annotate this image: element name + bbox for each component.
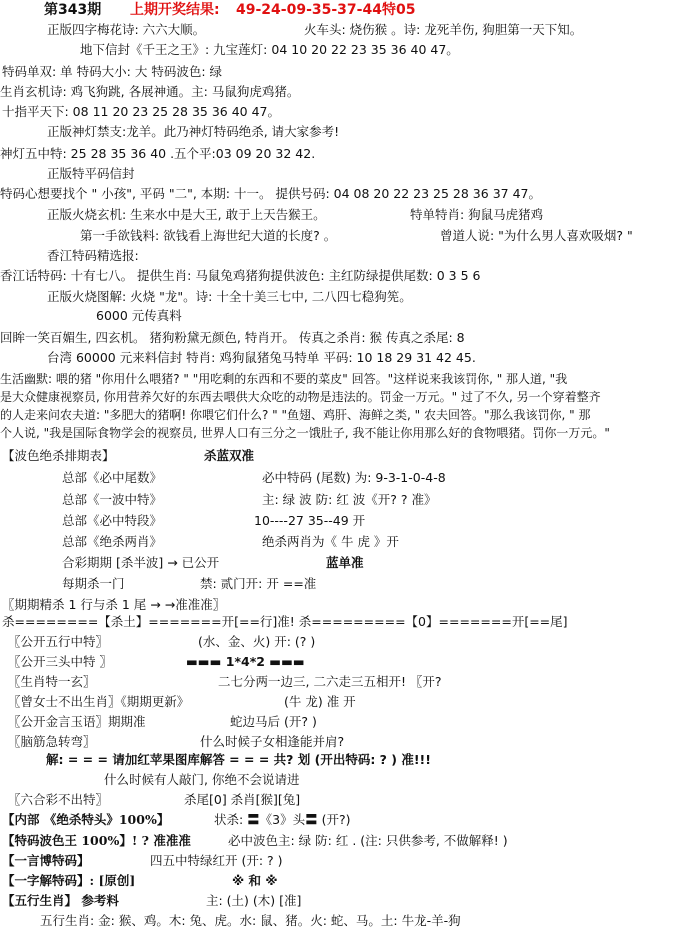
story-line-1: 生活幽默: 喂的猪 "你用什么喂猪? " "用吃剩的东西和不要的菜皮" 回答。"这样说来我该罚你, " 那人道, "我 — [0, 372, 568, 386]
divine-lamp-five-line: 神灯五中特: 25 28 35 36 40 .五个平:03 09 20 32 42. — [0, 146, 316, 161]
rule-label: 〖脑筋急转弯〗 — [8, 734, 96, 749]
rule-value: 状杀: 〓《3》头〓 (开?) — [214, 812, 351, 827]
issue-number: 第343期 — [44, 2, 102, 18]
rule-value: (水、金、火) 开: (? ) — [198, 634, 316, 649]
rule-line: 〖期期精杀 1 行与杀 1 尾 → →准准准〗 — [2, 597, 226, 612]
rule-value: 二七分两一边三, 二六走三五相开! 〖开? — [218, 674, 442, 689]
fax-title: 6000 元传真料 — [96, 308, 182, 323]
wave-table-note: 杀蓝双准 — [204, 448, 255, 463]
odd-even-size-wave-line: 特码单双: 单 特码大小: 大 特码波色: 绿 — [2, 64, 223, 79]
rule-value: 蛇边马后 (开? ) — [230, 714, 317, 729]
glance-back-line: 回眸一笑百媚生, 四玄机。 猪狗粉黛无颜色, 特肖开。 传真之杀肖: 猴 传真之杀尾: 8 — [0, 330, 465, 345]
rule-label: 〖六合彩不出特〗 — [8, 792, 109, 807]
rule-value: (牛 龙) 准 开 — [284, 694, 356, 709]
taiwan-line: 台湾 60000 元来料信封 特肖: 鸡狗鼠猪兔马特单 平码: 10 18 29 31 42 45. — [47, 350, 476, 365]
taoist-says-line: 曾道人说: "为什么男人喜欢吸烟? " — [440, 228, 633, 243]
rule-label: 【一字解特码】: [原创] — [2, 873, 136, 888]
fire-diagram-line: 正版火烧图解: 火烧 "龙"。诗: 十全十美三七中, 二八四七稳狗筅。 — [47, 289, 412, 304]
divine-lamp-ban-line: 正版神灯禁支:龙羊。此乃神灯特码绝杀, 请大家参考! — [47, 124, 340, 139]
xiangjiang-title: 香江特码精选报: — [47, 248, 139, 263]
plum-poem-line: 正版四字梅花诗: 六六大顺。 — [47, 22, 206, 37]
rule-value: 什么时候子女相逢能并肩? — [200, 734, 345, 749]
first-hand-line: 第一手欲钱料: 欲钱看上海世纪大道的长度? 。 — [80, 228, 337, 243]
story-line-3: 的人走来问农夫道: "多肥大的猪啊! 你喂它们什么? " "鱼翅、鸡肝、海鲜之类, " 农夫回答。"那么我该罚你, " 那 — [0, 408, 591, 422]
wave-row-label: 总部《必中尾数》 — [62, 470, 163, 485]
wave-row-label: 总部《一波中特》 — [62, 492, 163, 507]
rule-label: 〖生肖特一玄〗 — [8, 674, 96, 689]
riddle-line: 什么时候有人敲门, 你绝不会说请进 — [104, 772, 300, 787]
xiangjiang-line: 香江话特码: 十有七八。 提供生肖: 马鼠兔鸡猪狗提供波色: 主红防绿提供尾数: 0 3 5 6 — [0, 268, 481, 283]
story-line-2: 是大众健康视察员, 你用营养欠好的东西去喂供大众吃的动物是违法的。罚金一万元。" 过了不久, 另一个穿着整齐 — [0, 390, 601, 404]
rule-value: 必中波色主: 绿 防: 红 . (注: 只供参考, 不做解释! ) — [228, 833, 508, 848]
wave-row-label: 总部《必中特段》 — [62, 513, 163, 528]
special-envelope-title: 正版特平码信封 — [47, 166, 135, 181]
rule-label: 〖曾女士不出生肖〗《期期更新》 — [8, 694, 190, 709]
five-elements-line: 五行生肖: 金: 猴、鸡。木: 兔、虎。水: 鼠、猪。火: 蛇、马。土: 牛龙-羊-狗 — [40, 913, 461, 928]
zodiac-poem-line: 生肖玄机诗: 鸡飞狗跳, 各展神通。主: 马鼠狗虎鸡猪。 — [0, 84, 300, 99]
wave-row-value: 10----27 35--49 开 — [254, 513, 366, 528]
rule-label: 【五行生肖】 参考料 — [2, 893, 119, 908]
rule-value: 四五中特绿红开 (开: ? ) — [150, 853, 283, 868]
wave-row-value: 必中特码 (尾数) 为: 9-3-1-0-4-8 — [262, 470, 446, 485]
result-label: 上期开奖结果: — [130, 2, 220, 18]
three-heads-value: ▬▬▬ 1*4*2 ▬▬▬ — [186, 654, 305, 669]
rule-label: 〖公开五行中特〗 — [8, 634, 109, 649]
rule-label: 【内部 《绝杀特头》100%】 — [2, 812, 170, 827]
wave-row-label: 总部《绝杀两肖》 — [62, 534, 163, 549]
rule-value: 杀尾[0] 杀肖[猴][兔] — [184, 792, 301, 807]
child-riddle-line: 特码心想要找个 " 小孩", 平码 "二", 本期: 十一。 提供号码: 04 08 20 22 23 25 28 36 37 47。 — [0, 186, 541, 201]
wave-row-value: 主: 绿 波 防: 红 波《开? ? 准》 — [262, 492, 437, 507]
underground-envelope-line: 地下信封《千王之王》: 九宝莲灯: 04 10 20 22 23 35 36 40 47。 — [80, 42, 459, 57]
story-line-4: 个人说, "我是国际食物学会的视察员, 世界人口有三分之一饿肚子, 我不能让你用那么好的食物喂猪。罚你一万元。" — [0, 426, 610, 440]
wave-row-value: 蓝单准 — [326, 555, 364, 570]
result-numbers: 49-24-09-35-37-44特05 — [236, 2, 416, 18]
rule-label: 【一言博特码】 — [2, 853, 90, 868]
rule-label: 〖公开金言玉语〗期期准 — [8, 714, 146, 729]
riddle-answer-line: 解: = = = 请加红苹果图库解答 = = = 共? 划 (开出特码: ? ) 准!!! — [46, 752, 431, 767]
rule-label: 〖公开三头中特 〗 — [8, 654, 112, 669]
rule-label: 【特码波色王 100%】! ? 准准准 — [2, 833, 191, 848]
fire-mystery-line: 正版火烧玄机: 生来水中是大王, 敢于上天告猴王。 — [47, 207, 326, 222]
rule-line: 杀========【杀土】=======开[==行]准! 杀=========【0】=======开[==尾] — [2, 614, 568, 629]
wave-row-label: 每期杀一门 — [62, 576, 125, 591]
rule-value: ※ 和 ※ — [232, 873, 278, 888]
special-zodiac-line: 特单特肖: 狗鼠马虎猪鸡 — [410, 207, 544, 222]
wave-table-title: 【波色绝杀排期表】 — [2, 448, 115, 463]
locomotive-line: 火车头: 烧伤猴 。诗: 龙死羊伤, 狗胆第一天下知。 — [304, 22, 583, 37]
wave-row-value: 禁: 贰门开: 开 ==准 — [200, 576, 317, 591]
wave-row-value: 绝杀两肖为《 牛 虎 》开 — [262, 534, 399, 549]
wave-row-label: 合彩期期 [杀半波] → 已公开 — [62, 555, 220, 570]
rule-value: 主: (土) (木) [准] — [206, 893, 302, 908]
ten-fingers-line: 十指平天下: 08 11 20 23 25 28 35 36 40 47。 — [2, 104, 281, 119]
